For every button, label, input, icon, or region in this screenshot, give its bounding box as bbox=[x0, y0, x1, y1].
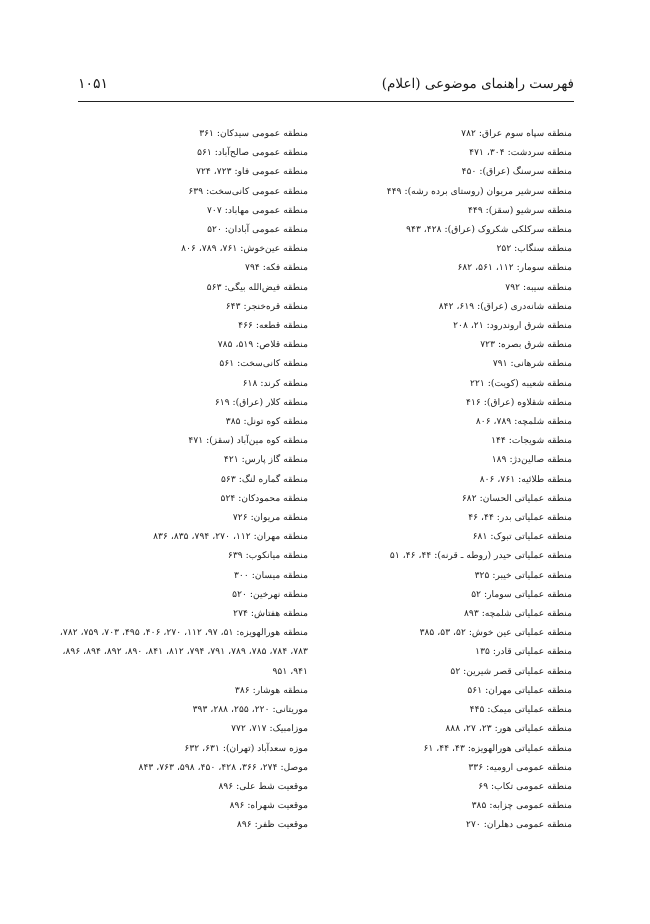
index-entry: منطقه کانی‌سخت: ۵۶۱ bbox=[219, 358, 308, 370]
index-entry: منطقه نهرخین: ۵۲۰ bbox=[232, 588, 308, 600]
index-entry: منطقه محمودکان: ۵۲۴ bbox=[220, 492, 308, 504]
index-entry: منطقه هفتاش: ۲۷۴ bbox=[233, 608, 308, 620]
index-entry: منطقه عمومی ارومیه: ۳۳۶ bbox=[468, 761, 572, 773]
index-entry: منطقه عملیاتی تبوک: ۶۸۱ bbox=[472, 531, 572, 543]
index-entry: منطقه هورالهویزه: ۵۱، ۹۷، ۱۱۲، ۲۷۰، ۴۰۶، ۴۹۵، ۷۰۳، ۷۵۹، ۷۸۲، ۷۸۳، ۷۸۴، ۷۸۵، ۷۸۹، ۷۹۱، ۷۹۴، ۸۱۲، ۸۴۱، ۸۹۰، ۸۹۲، ۸۹۴، ۸۹۶، ۹۴۱، ۹۵۱ bbox=[59, 627, 308, 677]
index-entry: منطقه عملیاتی هورالهویزه: ۴۳، ۴۴، ۶۱ bbox=[423, 742, 572, 754]
page-number: ۱۰۵۱ bbox=[78, 76, 109, 92]
index-entry: منطقه عمومی چزابه: ۳۸۵ bbox=[471, 800, 572, 812]
index-entry: منطقه مریوان: ۷۲۶ bbox=[232, 512, 308, 524]
index-entry: منطقه شلمچه: ۷۸۹، ۸۰۶ bbox=[475, 416, 572, 428]
index-entry: منطقه قره‌خنجر: ۶۴۳ bbox=[225, 300, 308, 312]
index-entry: موریتانی: ۲۲۰، ۲۵۵، ۲۸۸، ۳۹۳ bbox=[192, 704, 308, 716]
index-entry: منطقه عمومی فاو: ۷۲۳، ۷۲۴ bbox=[196, 166, 308, 178]
index-entry: منطقه صالین‌دژ: ۱۸۹ bbox=[491, 454, 572, 466]
index-entry: منطقه شرهانی: ۷۹۱ bbox=[492, 358, 572, 370]
index-entry: منطقه گماره لنگ: ۵۶۳ bbox=[220, 473, 308, 485]
index-entry: منطقه عملیاتی بدر: ۴۴، ۴۶ bbox=[468, 512, 572, 524]
index-entry: منطقه مهران: ۱۱۲، ۲۷۰، ۷۹۴، ۸۳۵، ۸۳۶ bbox=[153, 531, 308, 543]
index-entry: منطقه عملیاتی قصر شیرین: ۵۲ bbox=[450, 665, 572, 677]
index-entry: منطقه کلار (عراق): ۶۱۹ bbox=[214, 396, 308, 408]
index-entry: منطقه عملیاتی الحسان: ۶۸۲ bbox=[461, 492, 572, 504]
index-column-right bbox=[324, 124, 572, 835]
index-entry: منطقه سنگاب: ۲۵۲ bbox=[496, 243, 572, 255]
index-entry: منطقه قلاص: ۵۱۹، ۷۸۵ bbox=[217, 339, 308, 351]
index-entry: موصل: ۲۷۴، ۳۶۶، ۴۲۸، ۴۵۰، ۵۹۸، ۷۶۳، ۸۴۳ bbox=[138, 761, 308, 773]
index-entry: منطقه شقلاوه (عراق): ۴۱۶ bbox=[466, 396, 572, 408]
index-entry: منطقه سپاه سوم عراق: ۷۸۲ bbox=[461, 128, 572, 139]
index-entry: منطقه سیبه: ۷۹۲ bbox=[505, 281, 572, 293]
index-entry: منطقه عملیاتی مهران: ۵۶۱ bbox=[467, 684, 572, 696]
index-entry: منطقه میسان: ۳۰۰ bbox=[234, 569, 308, 581]
index-entry: موقعیت شط علی: ۸۹۶ bbox=[218, 780, 308, 792]
index-entry: منطقه سرکلکی شکروک (عراق): ۴۲۸، ۹۴۳ bbox=[406, 224, 572, 236]
index-entry: منطقه عین‌خوش: ۷۶۱، ۷۸۹، ۸۰۶ bbox=[181, 243, 308, 255]
index-entry: موقعیت شهراه: ۸۹۶ bbox=[229, 800, 308, 812]
index-entry: منطقه عملیاتی میمک: ۴۴۵ bbox=[469, 704, 572, 716]
index-entry: موزه سعدآباد (تهران): ۶۳۱، ۶۳۲ bbox=[184, 742, 308, 754]
index-entry: منطقه عملیاتی عین خوش: ۵۲، ۵۳، ۳۸۵ bbox=[419, 627, 572, 639]
index-entry: منطقه میانکوب: ۶۳۹ bbox=[227, 550, 308, 562]
index-entry: منطقه شعیبه (کویت): ۲۲۱ bbox=[470, 377, 572, 389]
index-entry: منطقه شانه‌دری (عراق): ۶۱۹، ۸۴۲ bbox=[438, 300, 572, 312]
index-entry: منطقه کوه تونل: ۳۸۵ bbox=[225, 416, 308, 428]
index-entry: منطقه عمومی سیدکان: ۳۶۱ bbox=[199, 128, 308, 139]
index-entry: منطقه عملیاتی حیدر (روطه ـ قرنه): ۴۴، ۴۶، ۵۱ bbox=[389, 550, 572, 562]
index-entry: منطقه عمومی آبادان: ۵۲۰ bbox=[207, 224, 308, 236]
index-entry: منطقه قطعه: ۴۶۶ bbox=[238, 320, 308, 332]
index-entry: موزامبیک: ۷۱۷، ۷۷۲ bbox=[231, 723, 308, 735]
index-entry: منطقه عملیاتی قادر: ۱۳۵ bbox=[475, 646, 572, 658]
index-entry: منطقه عمومی دهلران: ۲۷۰ bbox=[466, 819, 572, 831]
index-entry: منطقه عملیاتی خیبر: ۳۲۵ bbox=[474, 569, 572, 581]
header-rule bbox=[78, 101, 574, 102]
index-column-left bbox=[58, 124, 308, 835]
index-entry: منطقه عمومی تکاب: ۶۹ bbox=[478, 780, 572, 792]
index-entry: منطقه عملیاتی سومار: ۵۲ bbox=[471, 588, 572, 600]
index-entry: موقعیت ظفر: ۸۹۶ bbox=[236, 819, 308, 831]
index-entry: منطقه عملیاتی شلمچه: ۸۹۳ bbox=[463, 608, 572, 620]
index-entry: منطقه عمومی کانی‌سخت: ۶۳۹ bbox=[188, 185, 308, 197]
index-entry: منطقه عملیاتی هور: ۲۳، ۲۷، ۸۸۸ bbox=[445, 723, 572, 735]
index-entry: منطقه سردشت: ۳۰۴، ۴۷۱ bbox=[469, 147, 572, 159]
index-entry: منطقه شرق اروندرود: ۲۱، ۲۰۸ bbox=[453, 320, 572, 332]
index-entry: منطقه سرشیو (سقز): ۴۴۹ bbox=[467, 204, 572, 216]
index-entry: منطقه عمومی مهاباد: ۷۰۷ bbox=[207, 204, 308, 216]
index-entry: منطقه هوشار: ۳۸۶ bbox=[234, 684, 308, 696]
index-entry: منطقه گاز پارس: ۴۲۱ bbox=[223, 454, 308, 466]
index-entry: منطقه سرشیر مریوان (روستای برده رشه): ۴۴۹ bbox=[386, 185, 572, 197]
running-title: فهرست راهنمای موضوعی (اعلام) bbox=[381, 76, 574, 92]
index-entry: منطقه فکه: ۷۹۴ bbox=[245, 262, 308, 274]
index-entry: منطقه عمومی صالح‌آباد: ۵۶۱ bbox=[197, 147, 308, 159]
index-entry: منطقه شویجات: ۱۴۴ bbox=[491, 435, 572, 447]
page-header bbox=[78, 76, 574, 98]
index-entry: منطقه طلائیه: ۷۶۱، ۸۰۶ bbox=[479, 473, 572, 485]
index-entry: منطقه کوه مین‌آباد (سقز): ۴۷۱ bbox=[188, 435, 308, 447]
index-entry: منطقه فیض‌الله بیگی: ۵۶۳ bbox=[206, 281, 308, 293]
index-entry: منطقه کرند: ۶۱۸ bbox=[242, 377, 308, 389]
index-entry: منطقه شرق بصره: ۷۲۳ bbox=[480, 339, 572, 351]
index-entry: منطقه سومار: ۱۱۲، ۵۶۱، ۶۸۲ bbox=[457, 262, 572, 274]
index-entry: منطقه سرسنگ (عراق): ۴۵۰ bbox=[461, 166, 572, 178]
